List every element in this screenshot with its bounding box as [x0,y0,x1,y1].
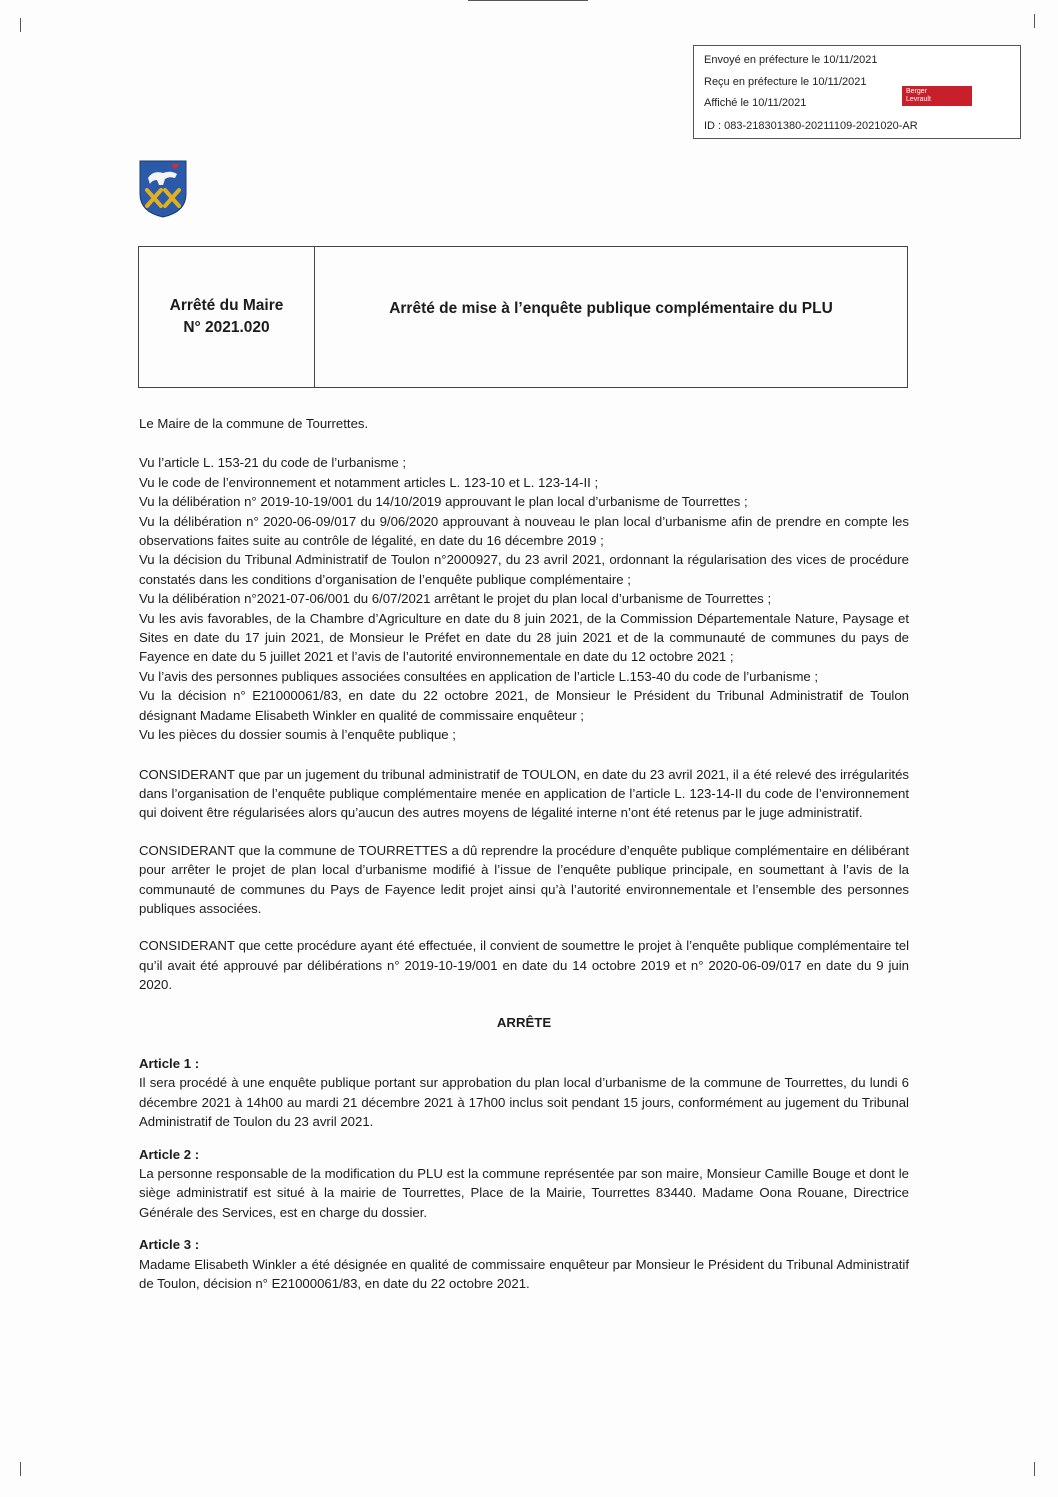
stamp-id: ID : 083-218301380-20211109-2021020-AR [704,120,918,132]
visa-item: Vu la délibération n°2021-07-06/001 du 6/07/2021 arrêtant le projet du plan local d’urbanisme de Tourrettes ; [139,591,772,607]
berger-levrault-logo [902,86,972,106]
header-table [138,246,908,388]
arrete-title-cell [315,247,907,387]
article-text: Il sera procédé à une enquête publique portant sur approbation du plan local d’urbanisme de la commune de Tourrettes, du lundi 6 décembre 2021 à 14h00 au mardi 21 décembre 2021 à 17h00 inclus soit pendant 15 jours, conformément au jugement du Tribunal Administratif de Toulon du 23 avril 2021. [139,1075,909,1130]
visa-item: Vu les pièces du dossier soumis à l’enquête publique ; [139,727,456,743]
visa-item: Vu l’avis des personnes publiques associées consultées en application de l’article L.153-40 du code de l’urbanisme ; [139,668,819,684]
considerant-paragraph: CONSIDERANT que la commune de TOURRETTES a dû reprendre la procédure d’enquête publique complémentaire en délibérant pour arrêter le projet de plan local d’urbanisme modifié à l’issue de l’enquête publique principale, en soumettant à l’avis de la communauté de communes du Pays de Fayence ledit projet ainsi qu’à l’autorité environnementale et l’ensemble des personnes publiques associées. [139,842,909,916]
visa-item: Vu les avis favorables, de la Chambre d’Agriculture en date du 8 juin 2021, de la Commission Départementale Nature, Paysage et Sites en date du 17 juin 2021, de Monsieur le Préfet en date du 28 juin 2021 et de la communauté de communes du pays de Fayence en date du 5 juillet 2021 et l’avis de l’autorité environnementale en date du 12 octobre 2021 ; [139,610,909,665]
arrete-heading: ARRÊTE [496,1014,552,1030]
article-text: Madame Elisabeth Winkler a été désignée en qualité de commissaire enquêteur par Monsieur le Président du Tribunal Administratif de Toulon, décision n° E21000061/83, en date du 22 octobre 2021. [139,1256,909,1292]
stamp-affiche: Affiché le 10/11/2021 [704,97,807,109]
article-text: La personne responsable de la modification du PLU est la commune représentée par son maire, Monsieur Camille Bouge et dont le siège administratif est situé à la mairie de Tourrettes, Place de la Mairie, Tourrettes 83440. Madame Oona Rouane, Directrice Générale des Services, est en charge du dossier. [139,1166,909,1220]
article-heading: Article 2 : [139,1146,200,1162]
visa-item: Vu la délibération n° 2019-10-19/001 du 14/10/2019 approuvant le plan local d’urbanisme de Tourrettes ; [139,494,748,510]
scan-mark-right-bottom [1034,1462,1035,1476]
intro-line: Le Maire de la commune de Tourrettes. [139,416,369,431]
arrete-label: Arrêté du Maire [169,297,284,314]
arrete-reference-cell [139,247,315,387]
article-1 [139,1054,909,1132]
scan-mark-top [468,0,588,1]
visa-item: Vu l’article L. 153-21 du code de l’urbanisme ; [139,455,407,471]
document-body [139,414,909,1306]
brand-line-2: Levrault [906,96,931,103]
article-heading: Article 1 : [139,1055,200,1071]
visa-item: Vu la décision n° E21000061/83, en date du 22 octobre 2021, de Monsieur le Président du Tribunal Administratif de Toulon désignant Madame Elisabeth Winkler en qualité de commissaire enquêteur ; [139,688,909,723]
document-title: Arrêté de mise à l’enquête publique complémentaire du PLU [389,300,833,317]
prefecture-stamp [693,45,1021,139]
coat-of-arms-icon [139,160,187,218]
considerant-paragraph: CONSIDERANT que cette procédure ayant été effectuée, il convient de soumettre le projet à l’enquête publique complémentaire tel qu’il avait été approuvé par délibérations n° 2019-10-19/001 en date du 14 octobre 2019 et n° 2020-06-09/017 en date du 9 juin 2020. [139,938,909,993]
stamp-envoye: Envoyé en préfecture le 10/11/2021 [704,54,878,66]
visas-list [139,453,909,744]
scan-mark-left-bottom [20,1462,21,1476]
arrete-number: N° 2021.020 [183,319,270,336]
scan-mark-right-top [1034,14,1035,28]
article-3 [139,1235,909,1293]
visa-item: Vu la décision du Tribunal Administratif de Toulon n°2000927, du 23 avril 2021, ordonnant la régularisation des vices de procédure constatés dans les conditions d’organisation de l’enquête publique complémentaire ; [139,552,909,587]
article-2 [139,1145,909,1223]
article-heading: Article 3 : [139,1237,200,1253]
considerant-paragraph: CONSIDERANT que par un jugement du tribunal administratif de TOULON, en date du 23 avril 2021, il a été relevé des irrégularités dans l’organisation de l’enquête publique complémentaire menée en application de l’article L. 123-14-II du code de l’environnement qui doivent être régularisées alors qu’aucun des autres moyens de légalité interne n’ont été retenus par le juge administratif. [139,766,909,821]
stamp-recu: Reçu en préfecture le 10/11/2021 [704,76,867,88]
scan-mark-left-top [20,18,21,32]
visa-item: Vu le code de l’environnement et notamment articles L. 123-10 et L. 123-14-II ; [139,474,599,490]
visa-item: Vu la délibération n° 2020-06-09/017 du 9/06/2020 approuvant à nouveau le plan local d’urbanisme afin de prendre en compte les observations faites suite au contrôle de légalité, en date du 16 décembre 2019 ; [139,513,909,549]
brand-line-1: Berger [906,88,928,95]
